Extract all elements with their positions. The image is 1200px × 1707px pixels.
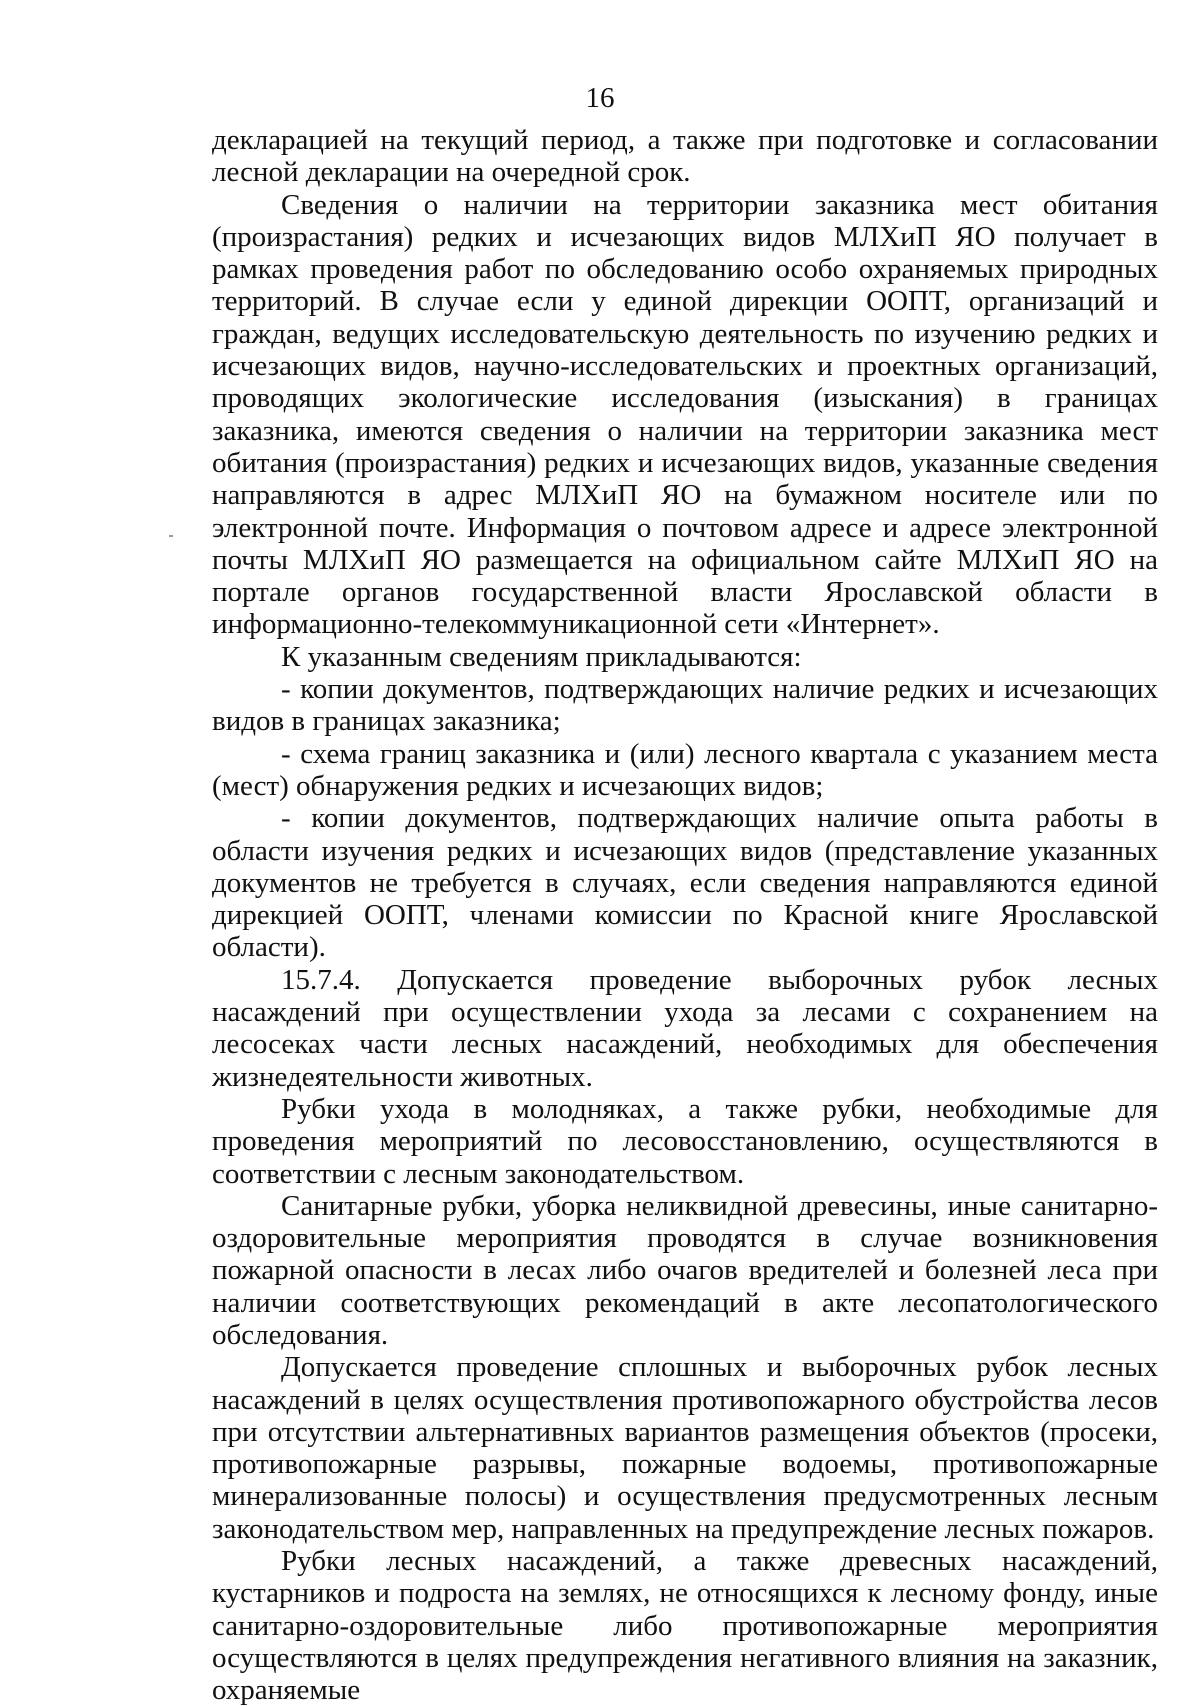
paragraph-10: Допускается проведение сплошных и выборочных рубок лесных насаждений в целях осуществления противопожарного обустройства лесов при отсутствии альтернативных вариантов размещения объектов (просеки, противопожарные разрывы, пожарные водоемы, противопожарные минерализованные полосы) и осуществления предусмотренных лесным законодательством мер, направленных на предупреждение лесных пожаров. (212, 1351, 1158, 1545)
paragraph-9: Санитарные рубки, уборка неликвидной древесины, иные санитарно-оздоровительные мероприятия проводятся в случае возникновения пожарной опасности в лесах либо очагов вредителей и болезней леса при наличии соответствующих рекомендаций в акте лесопатологического обследования. (212, 1189, 1158, 1351)
scan-artifact (169, 535, 173, 537)
list-item-1: - копии документов, подтверждающих наличие редких и исчезающих видов в границах заказника; (212, 673, 1158, 738)
document-body (212, 124, 1158, 1707)
paragraph-11: Рубки лесных насаждений, а также древесных насаждений, кустарников и подроста на землях, не относящихся к лесному фонду, иные санитарно-оздоровительные либо противопожарные мероприятия осуществляются в целях предупреждения негативного влияния на заказник, охраняемые (212, 1545, 1158, 1707)
list-item-3: - копии документов, подтверждающих наличие опыта работы в области изучения редких и исчезающих видов (представление указанных документов не требуется в случаях, если сведения направляются единой дирекцией ООПТ, членами комиссии по Красной книге Ярославской области). (212, 802, 1158, 964)
paragraph-1: декларацией на текущий период, а также при подготовке и согласовании лесной декларации на очередной срок. (212, 124, 1158, 189)
list-item-2: - схема границ заказника и (или) лесного квартала с указанием места (мест) обнаружения редких и исчезающих видов; (212, 737, 1158, 802)
paragraph-2: Сведения о наличии на территории заказника мест обитания (произрастания) редких и исчезающих видов МЛХиП ЯО получает в рамках проведения работ по обследованию особо охраняемых природных территорий. В случае если у единой дирекции ООПТ, организаций и граждан, ведущих исследовательскую деятельность по изучению редких и исчезающих видов, научно-исследовательских и проектных организаций, проводящих экологические исследования (изыскания) в границах заказника, имеются сведения о наличии на территории заказника мест обитания (произрастания) редких и исчезающих видов, указанные сведения направляются в адрес МЛХиП ЯО на бумажном носителе или по электронной почте. Информация о почтовом адресе и адресе электронной почты МЛХиП ЯО размещается на официальном сайте МЛХиП ЯО на портале органов государственной власти Ярославской области в информационно-телекоммуникационной сети «Интернет». (212, 188, 1158, 641)
paragraph-8: Рубки ухода в молодняках, а также рубки, необходимые для проведения мероприятий по лесовосстановлению, осуществляются в соответствии с лесным законодательством. (212, 1092, 1158, 1190)
paragraph-section-15-7-4: 15.7.4. Допускается проведение выборочных рубок лесных насаждений при осуществлении ухода за лесами с сохранением на лесосеках части лесных насаждений, необходимых для обеспечения жизнедеятельности животных. (212, 963, 1158, 1093)
page-number: 16 (585, 82, 615, 114)
paragraph-3: К указанным сведениям прикладываются: (281, 640, 802, 673)
